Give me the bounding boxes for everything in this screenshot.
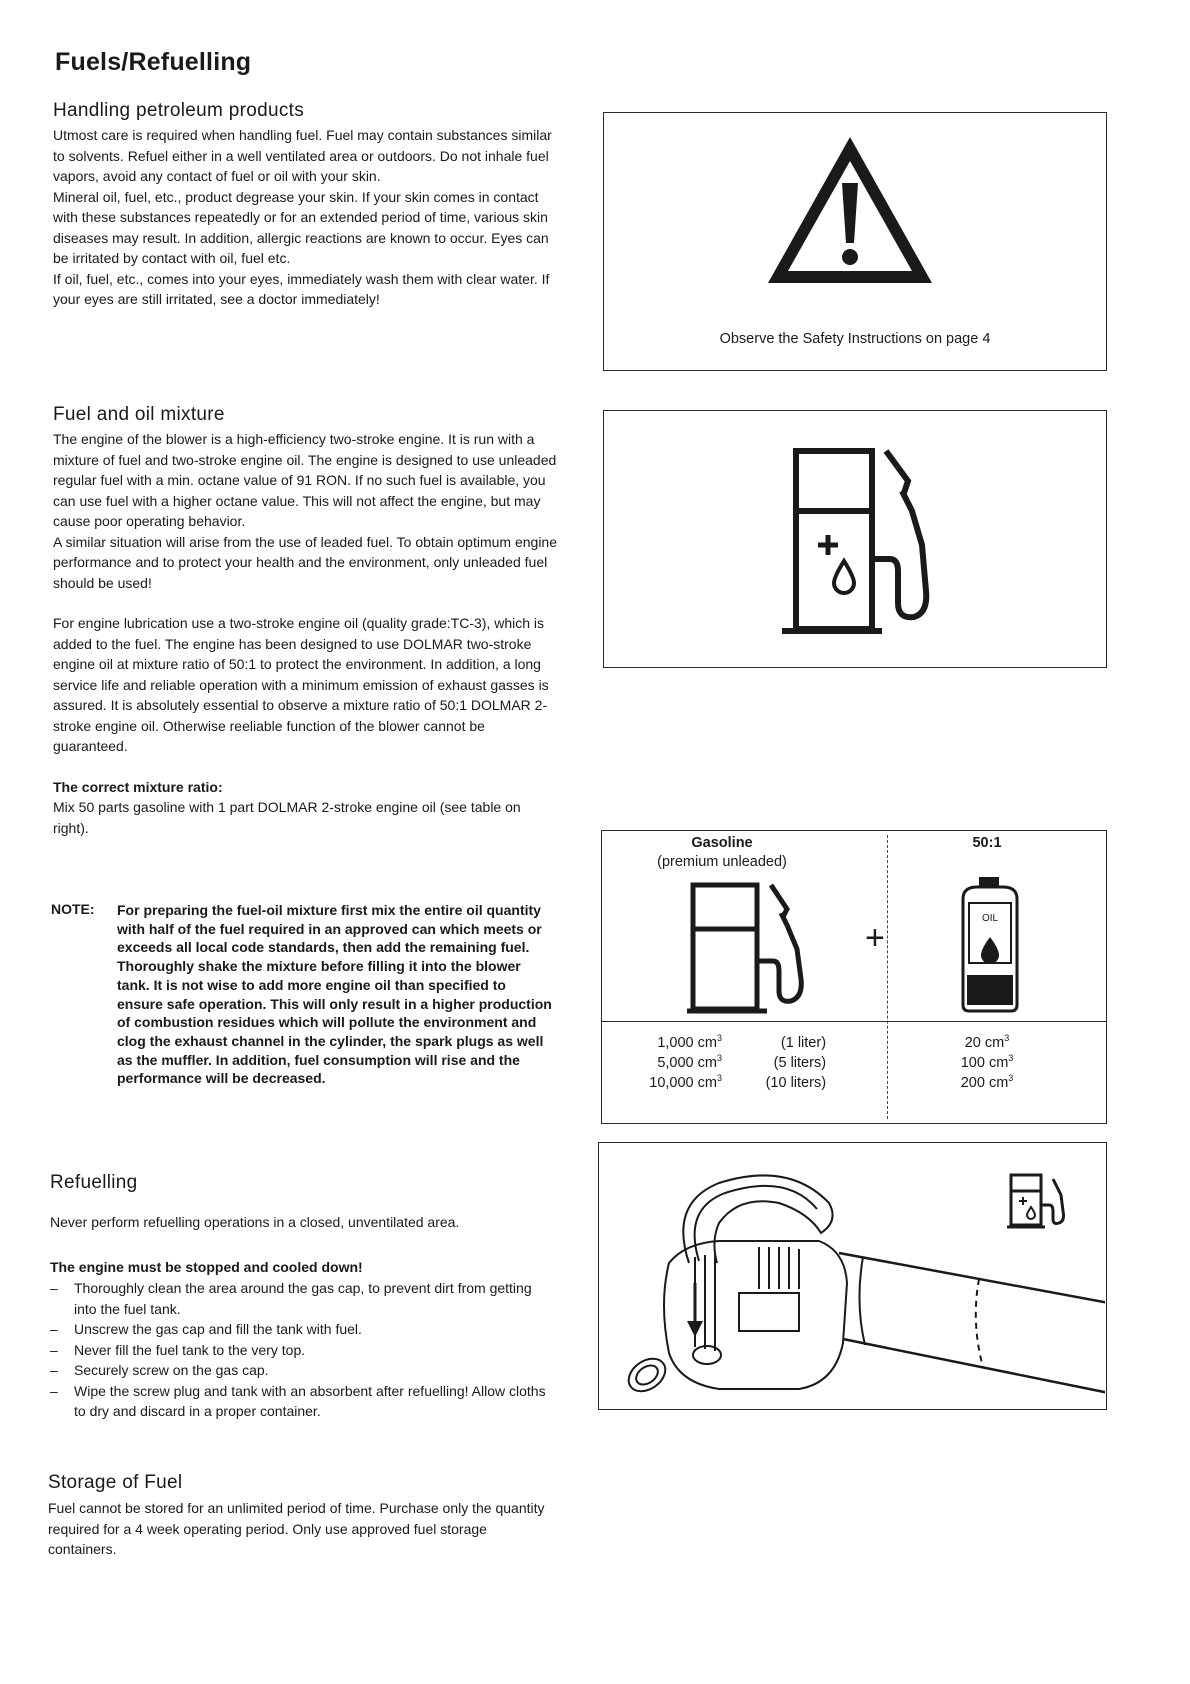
oil-can-icon bbox=[957, 875, 1023, 1015]
list-item: – Never fill the fuel tank to the very top. bbox=[50, 1340, 550, 1361]
note-text: For preparing the fuel-oil mixture first mix the entire oil quantity with half of the fuel required in an approved can which meets or exceeds all local code standards, then add the remaining fuel. Thoroughly shake the mixture before filling it into the blower tank. It is not wise to add more engine oil than specified to ensure safe operation. This will only result in a higher production of combustion residues which will pollute the environment and clog the exhaust channel in the cylinder, the spark plugs as well as the muffler. In addition, fuel consumption will rise and the performance will be decreased. bbox=[117, 902, 552, 1087]
unit-cm: cm bbox=[697, 1035, 717, 1051]
blower-illustration-panel bbox=[598, 1142, 1107, 1410]
table-row bbox=[932, 1053, 1042, 1073]
warning-caption: Observe the Safety Instructions on page 4 bbox=[719, 331, 991, 347]
gasoline-liters: (10 liters) bbox=[765, 1075, 827, 1091]
table-row bbox=[932, 1033, 1042, 1053]
handling-paragraph: Utmost care is required when handling fuel. Fuel may contain substances similar to solvents. Refuel either in a well ventilated area or outdoors. Do not inhale fuel vapors, avoid any contact of fuel or oil with your skin. bbox=[53, 127, 552, 184]
mixture-text bbox=[53, 429, 558, 838]
unit-exponent: 3 bbox=[716, 1033, 722, 1044]
mixture-paragraph: The engine of the blower is a high-efficiency two-stroke engine. It is run with a mixture of fuel and two-stroke engine oil. The engine is designed to use unleaded regular fuel with a min. octane value of 91 RON. If no such fuel is available, you can use fuel with a higher octane value. This will not affect the engine, but may cause poor operating behavior. bbox=[53, 431, 557, 529]
mixture-paragraph: For engine lubrication use a two-stroke engine oil (quality grade:TC-3), which is added to the fuel. The engine has been designed to use DOLMAR two-stroke engine oil at mixture ratio of 50:1 to protect the environment. In addition, a long service life and reliable operation with a minimum emission of exhaust gasses is assured. It is absolutely essential to observe a mixture ratio of 50:1 DOLMAR 2-stroke engine oil. Otherwise reeliable function of the blower cannot be guaranteed. bbox=[53, 615, 549, 754]
ratio-text: Mix 50 parts gasoline with 1 part DOLMAR 2-stroke engine oil (see table on right). bbox=[53, 799, 521, 836]
handling-text bbox=[53, 125, 558, 310]
unit-cm: cm bbox=[988, 1075, 1009, 1091]
oil-can-label: OIL bbox=[981, 913, 999, 924]
storage-text: Fuel cannot be stored for an unlimited period of time. Purchase only the quantity required for a 4 week operating period. Only use approved fuel storage containers. bbox=[48, 1500, 545, 1557]
unit-cm: cm bbox=[697, 1055, 717, 1071]
note-label: NOTE: bbox=[51, 901, 95, 917]
oil-amount: 20 bbox=[964, 1035, 981, 1051]
table-row bbox=[632, 1033, 872, 1053]
gasoline-subheader: (premium unleaded) bbox=[657, 854, 787, 870]
gasoline-amount: 5,000 bbox=[657, 1055, 694, 1071]
refuelling-warning: The engine must be stopped and cooled down! bbox=[50, 1259, 363, 1275]
warning-triangle-icon bbox=[762, 131, 938, 291]
ratio-heading: The correct mixture ratio: bbox=[53, 778, 223, 795]
gasoline-header: Gasoline bbox=[691, 835, 753, 851]
warning-panel bbox=[603, 112, 1107, 371]
unit-exponent: 3 bbox=[716, 1053, 722, 1064]
fuel-pump-panel bbox=[603, 410, 1107, 668]
unit-cm: cm bbox=[697, 1075, 717, 1091]
handling-paragraph: Mineral oil, fuel, etc., product degrease your skin. If your skin comes in contact with these substances repeatedly or for an extended period of time, various skin diseases may result. In addition, allergic reactions are known to occur. Eyes can be irritated by contact with oil, fuel etc. bbox=[53, 188, 549, 266]
gasoline-liters: (5 liters) bbox=[773, 1055, 827, 1071]
list-item: – Thoroughly clean the area around the gas cap, to prevent dirt from getting into the fuel tank. bbox=[50, 1278, 550, 1319]
unit-exponent: 3 bbox=[1004, 1033, 1010, 1044]
list-item: – Securely screw on the gas cap. bbox=[50, 1360, 550, 1381]
section-heading-refuelling: Refuelling bbox=[50, 1172, 138, 1193]
oil-quantities bbox=[932, 1033, 1042, 1093]
unit-cm: cm bbox=[988, 1055, 1009, 1071]
mixture-paragraph: A similar situation will arise from the use of leaded fuel. To obtain optimum engine performance and to protect your health and the environment, only unleaded fuel should be used! bbox=[53, 533, 558, 591]
gasoline-quantities bbox=[632, 1033, 872, 1093]
ratio-header: 50:1 bbox=[972, 835, 1002, 851]
list-item: – Unscrew the gas cap and fill the tank with fuel. bbox=[50, 1319, 550, 1340]
section-heading-mixture: Fuel and oil mixture bbox=[53, 404, 225, 425]
section-heading-handling: Handling petroleum products bbox=[53, 100, 305, 121]
unit-exponent: 3 bbox=[716, 1073, 722, 1084]
gasoline-amount: 10,000 bbox=[649, 1075, 694, 1091]
refuelling-intro: Never perform refuelling operations in a closed, unventilated area. bbox=[50, 1214, 460, 1230]
gasoline-amount: 1,000 bbox=[657, 1035, 694, 1051]
gasoline-liters: (1 liter) bbox=[780, 1035, 827, 1051]
oil-amount: 200 bbox=[960, 1075, 985, 1091]
page-title: Fuels/Refuelling bbox=[55, 48, 252, 76]
fuel-pump-icon bbox=[782, 441, 932, 637]
unit-exponent: 3 bbox=[1008, 1073, 1014, 1084]
mixture-table-panel bbox=[601, 830, 1107, 1124]
unit-cm: cm bbox=[984, 1035, 1005, 1051]
handling-paragraph: If oil, fuel, etc., comes into your eyes, immediately wash them with clear water. If your eyes are still irritated, see a doctor immediately! bbox=[53, 270, 550, 307]
oil-amount: 100 bbox=[960, 1055, 985, 1071]
blower-illustration bbox=[599, 1143, 1105, 1408]
table-row bbox=[932, 1073, 1042, 1093]
table-divider-vertical bbox=[887, 835, 888, 1119]
plus-sign: + bbox=[865, 919, 885, 957]
table-divider-horizontal bbox=[602, 1021, 1106, 1022]
section-heading-storage: Storage of Fuel bbox=[48, 1472, 183, 1493]
list-item: – Wipe the screw plug and tank with an absorbent after refuelling! Allow cloths to dry and discard in a proper container. bbox=[50, 1381, 550, 1422]
table-row bbox=[632, 1053, 872, 1073]
gasoline-pump-icon bbox=[687, 879, 817, 1017]
refuelling-steps bbox=[50, 1278, 550, 1422]
unit-exponent: 3 bbox=[1008, 1053, 1014, 1064]
table-row bbox=[632, 1073, 872, 1093]
